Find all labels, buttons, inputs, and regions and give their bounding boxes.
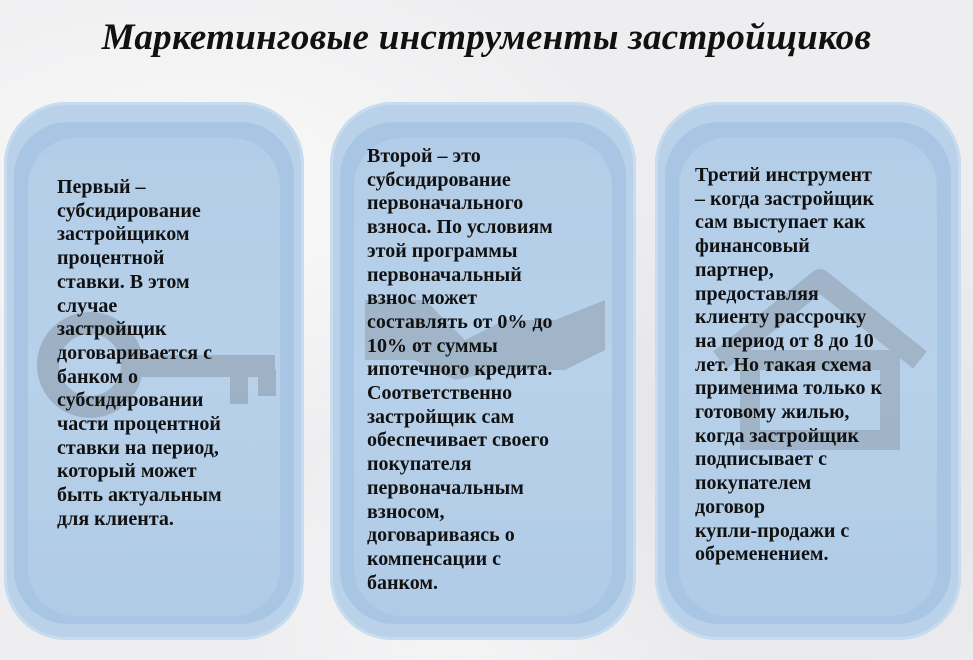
card-text-first: Первый – субсидирование застройщиком процентной ставки. В этом случае застройщик договаривается с банком о субсидировании части процентной ставки на период, который может быть актуальным для клиента. [57,176,222,530]
card-text-third: Третий инструмент – когда застройщик сам выступает как финансовый партнер, предоставляя клиенту рассрочку на период от 8 до 10 лет. Но такая схема применима только к готовому жилью, когда застройщик подписывает с покупателем договор купли-продажи с обременением. [695,164,883,566]
card-text-second: Второй – это субсидирование первоначального взноса. По условиям этой программы первоначальный взнос может составлять от 0% до 10% от суммы ипотечного кредита. Соответственно застройщик сам обеспечивает своего покупателя первоначальным взносом, договариваясь о компенсации с банком. [367,145,553,594]
slide-title: Маркетинговые инструменты застройщиков [101,17,872,58]
